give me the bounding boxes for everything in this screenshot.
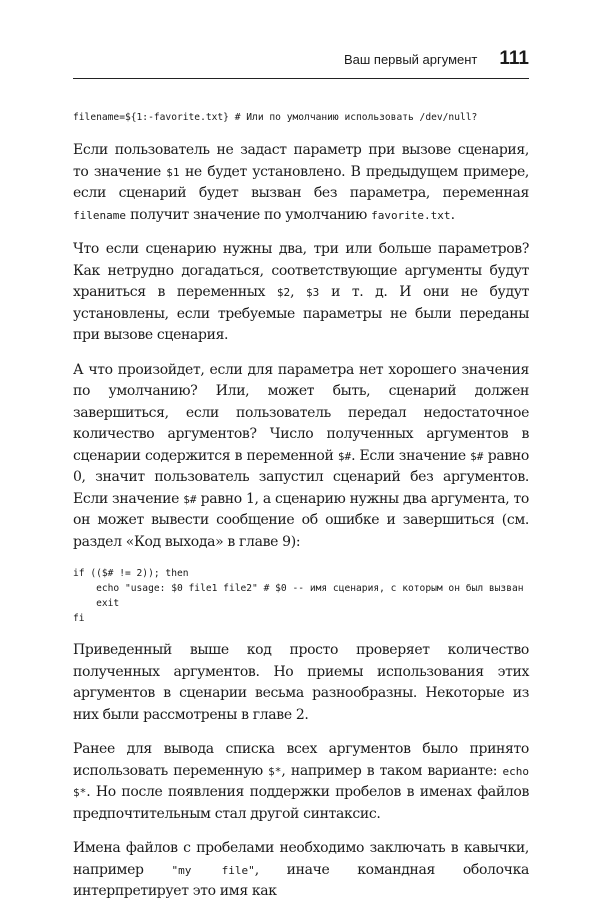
- text: Что если сценарию нужны два, три или больше параметров? Как нетрудно догадаться, соответствующие аргументы будут храниться в переменных: [73, 241, 529, 300]
- paragraph-2: [73, 239, 529, 347]
- text: получит значение по умолчанию: [125, 206, 372, 223]
- inline-code: $#: [337, 449, 352, 463]
- running-header: [73, 46, 529, 79]
- inline-code: $#: [183, 492, 197, 506]
- text: Ранее для вывода списка всех аргументов было принято использовать переменную: [73, 741, 529, 779]
- text: не будет установлено. В предыдущем примере, если сценарий будет вызван без параметра, переменная: [73, 163, 529, 201]
- text: и т. д. И они не будут установлены, если требуемые параметры не были переданы при вызове сценария.: [73, 284, 530, 343]
- text: ,: [290, 284, 307, 300]
- text: .: [450, 206, 455, 223]
- inline-code: $1: [166, 165, 180, 179]
- inline-code: $2: [276, 286, 291, 299]
- inline-code: $3: [306, 286, 320, 299]
- inline-code: echo $*: [73, 764, 529, 799]
- code-line: fi: [73, 613, 85, 624]
- inline-code: "my file": [171, 863, 255, 877]
- inline-code: $*: [268, 764, 282, 778]
- page-content: [73, 110, 529, 916]
- paragraph-1: [73, 140, 529, 226]
- text: . Если значение: [351, 447, 471, 464]
- running-header-title: Ваш первый аргумент: [343, 52, 478, 67]
- paragraph-3: [73, 360, 529, 554]
- text: равно 0, значит пользователь запустил сценарий без аргументов. Если значение: [73, 447, 529, 507]
- text: , например в таком варианте:: [281, 762, 503, 779]
- text: . Но после появления поддержки пробелов в именах файлов предпочтительным стал другой синтаксис.: [73, 784, 529, 822]
- code-line: exit: [73, 598, 120, 609]
- text: равно 1, а сценарию нужны два аргумента, то он может вывести сообщение об ошибке и завершиться (см. раздел «Код выхода» в главе 9):: [73, 490, 529, 550]
- paragraph-5: [73, 739, 529, 825]
- inline-code: $#: [470, 449, 484, 463]
- text: Имена файлов с пробелами необходимо заключать в кавычки, например: [73, 840, 529, 878]
- code-line: if (($# != 2)); then: [73, 568, 189, 579]
- inline-code: filename: [73, 208, 126, 222]
- text: Если пользователь не задаст параметр при вызове сценария, то значение: [73, 142, 529, 180]
- page-number: 111: [499, 48, 529, 69]
- code-block-argcheck: [73, 566, 529, 626]
- text: А что произойдет, если для параметра нет хорошего значения по умолчанию? Или, может быть, сценарий должен завершиться, если пользователь передал недостаточное количество аргументов? Число полученных аргументов в сценарии содержится в переменной: [73, 361, 529, 464]
- code-line-filename: filename=${1:-favorite.txt} # Или по умолчанию использовать /dev/null?: [73, 112, 478, 123]
- code-line: echo "usage: $0 file1 file2" # $0 -- имя сценария, с которым он был вызван: [73, 583, 524, 594]
- text: , иначе командная оболочка интерпретирует это имя как: [73, 861, 529, 899]
- paragraph-4: Приведенный выше код просто проверяет количество полученных аргументов. Но приемы использования этих аргументов в сценарии весьма разнообразны. Некоторые из них были рассмотрены в главе 2.: [73, 642, 529, 723]
- inline-code: favorite.txt: [371, 208, 451, 222]
